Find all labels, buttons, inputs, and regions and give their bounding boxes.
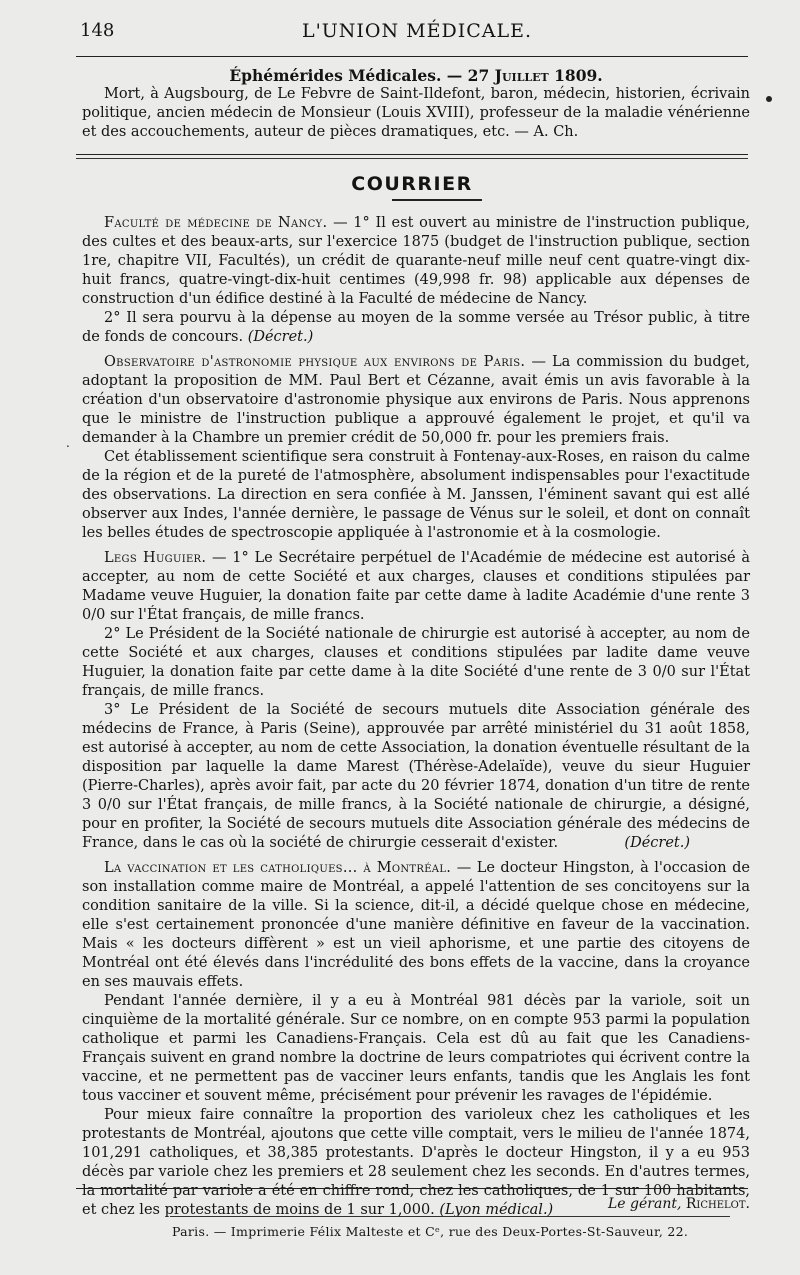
footer-rule-top — [76, 1188, 748, 1189]
article-text: Pour mieux faire connaître la proportion des varioleux chez les catholiques et les protestants de Montréal, ajoutons que cette ville comptait, vers le milieu de l'année 1874, 101,291 catholiques, et 38,385 protestants. D'après le docteur Hingston, il y a eu 953 décès par variole chez les premiers et 28 seulement chez les seconds. En d'autres termes, la mortalité par variole a été en chiffre rond, chez les catholiques, de 1 sur 100 habitants, et chez les protestants de moins de 1 sur 1,000. — [82, 1107, 750, 1218]
footer-signature — [540, 1196, 750, 1212]
header-rule — [76, 56, 748, 57]
signature-name: Richelot. — [685, 1196, 750, 1212]
article-text: — 1° Il est ouvert au ministre de l'instruction publique, des cultes et des beaux-arts, sur l'exercice 1875 (budget de l'instruction publique, section 1re, chapitre VII, Facultés), un crédit de quarante-neuf mille neuf cent quatre-vingt dix-huit francs, quatre-vingt-dix-huit centimes (49,998 fr. 98) applicable aux dépenses de construction d'un édifice destiné à la Faculté de médecine de Nancy. — [82, 215, 751, 307]
article-paragraph — [82, 214, 750, 309]
section-rule-top — [76, 154, 748, 155]
article-observatoire — [82, 353, 750, 543]
page-header — [72, 18, 762, 48]
ephemerides-title: Éphémérides Médicales. — — [229, 66, 463, 85]
article-title: Legs Huguier. — [104, 550, 207, 566]
article-paragraph: Pendant l'année dernière, il y a eu à Montréal 981 décès par la variole, soit un cinquième de la mortalité générale. Sur ce nombre, on en compte 953 parmi la population catholique et parmi les Canadiens-Français. Cela est dû au fait que les Canadiens-Français suivent en grand nombre la doctrine de leurs compatriotes qui écrivent contre la vaccine, et ne permettent pas de vacciner leurs enfants, tandis que les Anglais les font tous vacciner et souvent même, précisément pour prévenir les ravages de l'épidémie. — [82, 993, 750, 1104]
article-paragraph — [82, 309, 750, 347]
article-title: La vaccination et les catholiques... à Montréal. — [104, 860, 452, 876]
journal-title: L'UNION MÉDICALE. — [301, 20, 533, 42]
article-montreal — [82, 859, 750, 1220]
ephemerides-section — [82, 66, 750, 142]
page-number: 148 — [80, 20, 115, 41]
section-rule-bottom — [76, 158, 748, 159]
article-text: 3° Le Président de la Société de secours mutuels dite Association générale des médecins de France, à Paris (Seine), approuvée par arrêté ministériel du 31 août 1858, est autorisé à accepter, au nom de cette Association, la donation éventuelle résultant de la disposition par laquelle la dame Marest (Thérèse-Adelaïde), veuve du sieur Huguier (Pierre-Charles), après avoir fait, par acte du 20 février 1874, donation d'un titre de rente 3 0/0 sur l'État français, de mille francs, à la Société nationale de chirurgie, a désigné, pour en profiter, la Société de secours mutuels dite Association générale des médecins de France, dans le cas où la société de chirurgie cesserait d'exister. — [82, 702, 750, 851]
article-title: Faculté de médecine de Nancy. — [104, 215, 328, 231]
article-text: 2° Il sera pourvu à la dépense au moyen de la somme versée au Trésor public, à titre de fonds de concours. — [82, 310, 750, 345]
footer-imprint: Paris. — Imprimerie Félix Malteste et Cᵉ, rue des Deux-Portes-St-Sauveur, 22. — [172, 1224, 689, 1239]
footer-rule-bottom — [170, 1216, 730, 1217]
section-heading: COURRIER — [351, 173, 473, 195]
heading-underline — [392, 199, 482, 201]
article-text: — Le docteur Hingston, à l'occasion de son installation comme maire de Montréal, a appelé l'attention de ses concitoyens sur la condition sanitaire de la ville. Si la science, dit-il, a décidé quelque chose en médecine, elle s'est certainement prononcée d'une manière définitive en faveur de la vaccination. Mais « les docteurs diffèrent » est un vieil aphorisme, et une partie des citoyens de Montréal ont été élevés dans l'incrédulité des bons effets de la vaccine, dans la croyance en ses mauvais effets. — [82, 860, 751, 990]
ephemerides-text: Mort, à Augsbourg, de Le Febvre de Saint-Ildefont, baron, médecin, historien, écrivain politique, ancien médecin de Monsieur (Louis XVIII), professeur de la maladie vénérienne et des accouchements, auteur de pièces dramatiques, etc. — A. Ch. — [82, 86, 750, 140]
article-source-wrap — [602, 834, 750, 853]
article-paragraph — [82, 859, 750, 992]
courrier-articles — [82, 214, 750, 1220]
article-text: — 1° Le Secrétaire perpétuel de l'Académie de médecine est autorisé à accepter, au nom de cette Société et aux charges, clauses et conditions stipulées par Madame veuve Huguier, la donation faite par cette dame à ladite Académie d'une rente 3 0/0 sur l'État français, de mille francs. — [82, 550, 750, 623]
article-source: (Lyon médical.) — [439, 1202, 554, 1218]
article-source: (Décret.) — [247, 329, 314, 345]
margin-bullet — [766, 96, 772, 102]
article-paragraph: 2° Le Président de la Société nationale de chirurgie est autorisé à accepter, au nom de cette Société et aux charges, clauses et conditions stipulées par ladite dame veuve Huguier, la donation faite par cette dame à la dite Société d'une rente de 3 0/0 sur l'État français, de mille francs. — [82, 626, 750, 699]
article-nancy — [82, 214, 750, 347]
article-title: Observatoire d'astronomie physique aux environs de Paris. — [104, 354, 526, 370]
article-paragraph — [82, 701, 750, 853]
article-paragraph: Cet établissement scientifique sera construit à Fontenay-aux-Roses, en raison du calme de la région et de la pureté de l'atmosphère, absolument indispensables pour l'exactitude des observations. La direction en sera confiée à M. Janssen, l'éminent savant qui est allé observer aux Indes, l'année dernière, le passage de Vénus sur le soleil, et dont on connaît les belles études de spectroscopie appliquée à l'astronomie et à la cosmologie. — [82, 449, 750, 541]
article-source: (Décret.) — [624, 835, 690, 851]
ephemerides-date: 27 Juillet 1809. — [467, 66, 603, 85]
article-text: — La commission du budget, adoptant la proposition de MM. Paul Bert et Cézanne, avait émis un avis favorable à la création d'un observatoire d'astronomie physique aux environs de Paris. Nous apprenons que le ministre de l'instruction publique a approuvé également le projet, et qu'il va demander à la Chambre un premier crédit de 50,000 fr. pour les premiers frais. — [82, 354, 751, 446]
article-huguier — [82, 549, 750, 853]
article-paragraph — [82, 549, 750, 625]
article-paragraph — [82, 353, 750, 448]
ephemerides-heading — [82, 66, 750, 85]
stray-mark: . — [66, 436, 70, 450]
signature-label: Le gérant, — [608, 1196, 682, 1212]
